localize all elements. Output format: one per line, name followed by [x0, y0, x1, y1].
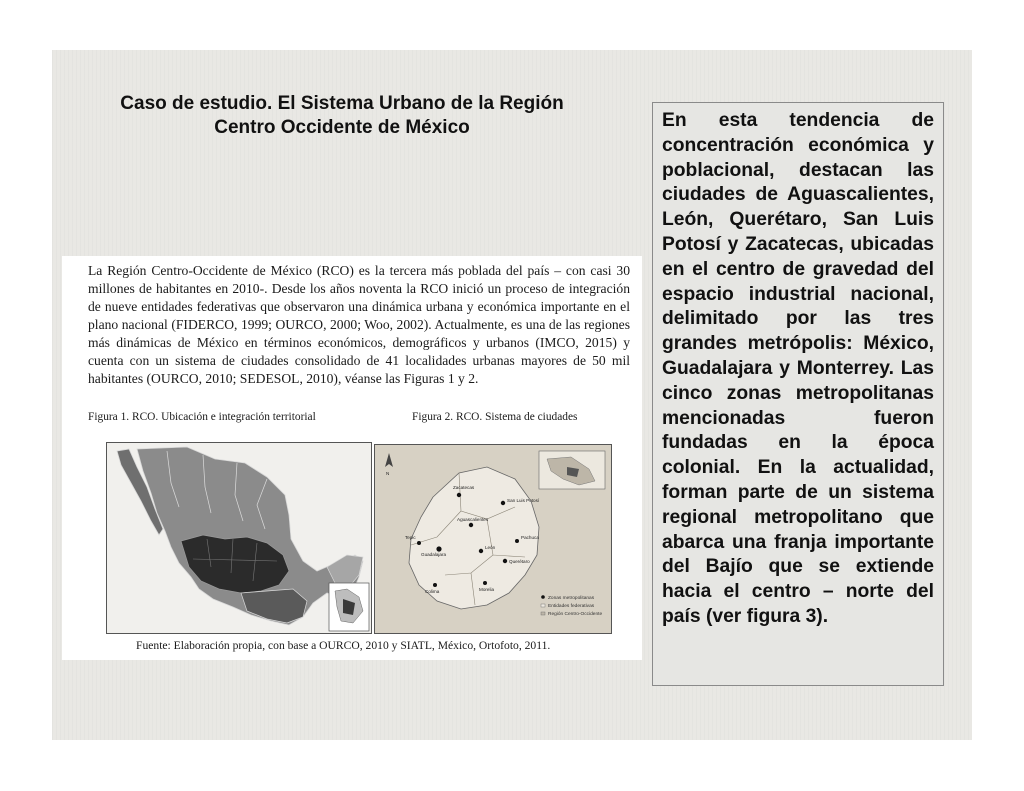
mexico-map-graphic — [107, 443, 371, 633]
city-label: Pachuca — [521, 535, 539, 540]
excerpt-paragraph: La Región Centro-Occidente de México (RCO) es la tercera más poblada del país – con casi 30 millones de habitantes en 2010-. Desde los años noventa la RCO inició un proceso de integración de nueve entidades federativas que observaron una dinámica urbana y económica importante en el plano nacional (FIDERCO, 1999; OURCO, 2000; Woo, 2002). Actualmente, es una de las regiones más dinámicas de México en términos económicos, demográficos y urbanos (IMCO, 2015) y cuenta con un sistema de ciudades consolidado de 41 localidades urbanas mayores de 50 mil habitantes (OURCO, 2010; SEDESOL, 2010), véanse las Figuras 1 y 2. — [88, 263, 630, 386]
city-label: Aguascalientes — [457, 517, 489, 522]
side-text-box — [652, 102, 944, 686]
city-label: Tepic — [405, 535, 416, 540]
city-label: Querétaro — [509, 559, 530, 564]
city-label: Colima — [425, 589, 440, 594]
city-label: León — [485, 545, 496, 550]
figure-1-mexico-map — [106, 442, 372, 634]
slide — [52, 50, 972, 740]
figure-captions — [88, 411, 618, 427]
city-label: Morelia — [479, 587, 495, 592]
figure-2-cities-map — [374, 444, 612, 634]
side-paragraph: En esta tendencia de concentración económica y poblacional, destacan las ciudades de Aguascalientes, León, Querétaro, San Luis Potosí y Zacatecas, ubicadas en el centro de gravedad del espacio industrial nacional, delimitado por las tres grandes metrópolis: México, Guadalajara y Monterrey. Las cinco zonas metropolitanas mencionadas fueron fundadas en la época colonial. En la actualidad, forman parte de un sistema regional metropolitano que abarca una franja importante del Bajío que se extiende hacia el centro – norte del país (ver figura 3). — [662, 110, 934, 627]
city-label: San Luis Potosí — [507, 498, 540, 503]
title-line-1: Caso de estudio. El Sistema Urbano de la Región — [120, 93, 564, 114]
slide-title — [92, 92, 592, 140]
cities-map-graphic — [375, 445, 611, 633]
document-excerpt-image — [62, 256, 642, 660]
legend-item: Zonas metropolitanas — [548, 596, 595, 601]
figure-2-caption: Figura 2. RCO. Sistema de ciudades — [412, 411, 578, 423]
legend-item: Región Centro-Occidente — [548, 612, 603, 617]
title-line-2: Centro Occidente de México — [214, 117, 470, 138]
figure-source-note: Fuente: Elaboración propia, con base a OURCO, 2010 y SIATL, México, Ortofoto, 2011. — [136, 639, 551, 652]
svg-text:N: N — [386, 471, 390, 476]
city-label: Guadalajara — [421, 552, 447, 557]
city-label: Zacatecas — [453, 485, 475, 490]
figure-1-caption: Figura 1. RCO. Ubicación e integración territorial — [88, 411, 316, 423]
legend-item: Entidades federativas — [548, 604, 595, 609]
